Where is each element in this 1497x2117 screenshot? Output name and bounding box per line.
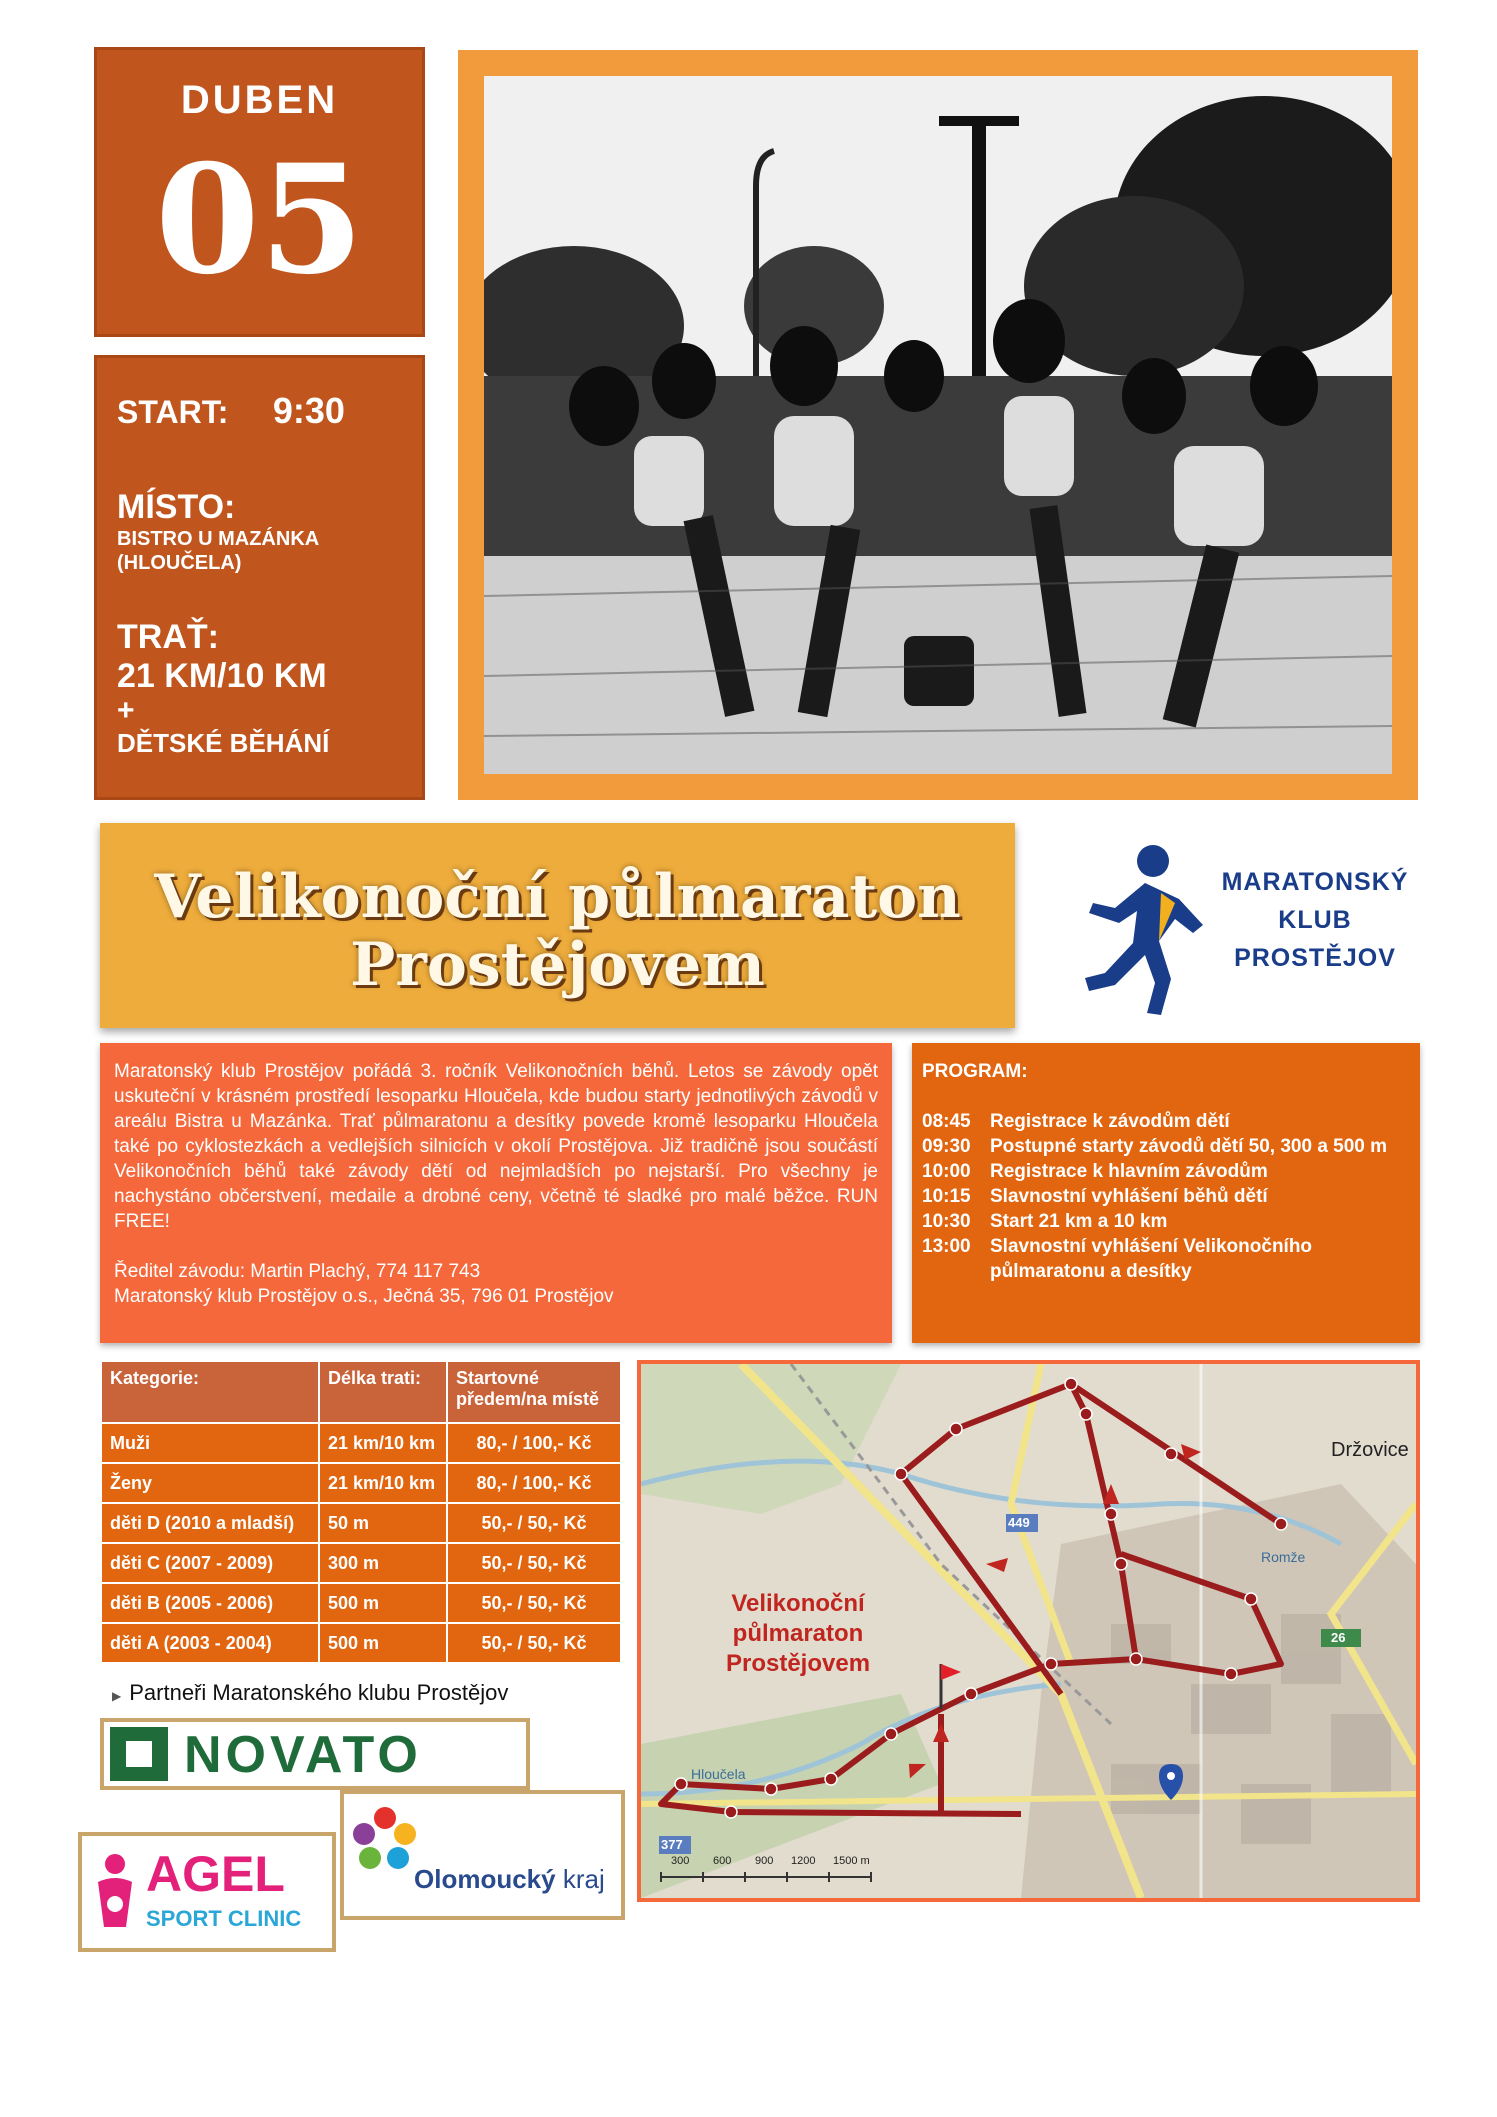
table-row <box>101 1583 621 1623</box>
table-cell: 21 km/10 km <box>319 1463 447 1503</box>
table-cell: 50,- / 50,- Kč <box>447 1503 621 1543</box>
track-plus: + <box>117 694 135 727</box>
program-text: Registrace k závodům dětí <box>990 1111 1230 1132</box>
map-scale-1500: 1500 m <box>833 1855 870 1867</box>
agel-text: AGEL <box>146 1846 285 1902</box>
triangle-right-icon: ▶ <box>112 1689 122 1703</box>
olomoucky-kraj-logo <box>340 1790 625 1920</box>
agel-figure-icon <box>90 1852 140 1932</box>
map-scale-600: 600 <box>713 1855 732 1867</box>
sport-clinic-text: SPORT CLINIC <box>146 1906 302 1931</box>
partners-label: ▶ Partneři Maratonského klubu Prostějov <box>112 1680 509 1705</box>
date-box <box>94 47 425 337</box>
table-row <box>101 1463 621 1503</box>
place-label: MÍSTO: <box>117 488 236 526</box>
map-road-449: 449 <box>1008 1515 1030 1530</box>
start-time: 9:30 <box>272 390 345 431</box>
runners-photo <box>484 76 1392 774</box>
table-cell: děti D (2010 a mladší) <box>101 1503 319 1543</box>
map-title-line2: Prostějovem <box>725 1650 871 1677</box>
map-road-377: 377 <box>661 1837 683 1852</box>
club-name-line2: KLUB <box>1278 906 1352 934</box>
table-cell: 300 m <box>319 1543 447 1583</box>
track-label: TRAŤ: <box>117 618 219 656</box>
program-time: 10:00 <box>922 1161 971 1182</box>
map-scale-300: 300 <box>671 1855 690 1867</box>
program-item <box>922 1159 1410 1184</box>
program-item <box>922 1184 1410 1209</box>
olomoucky-text: Olomoucký <box>414 1864 556 1894</box>
program-item <box>922 1109 1410 1134</box>
table-row <box>101 1503 621 1543</box>
table-row <box>101 1543 621 1583</box>
club-logo <box>1065 823 1420 1033</box>
map-scale-900: 900 <box>755 1855 774 1867</box>
table-cell: 500 m <box>319 1583 447 1623</box>
novato-square-icon <box>110 1727 168 1781</box>
table-cell: 50,- / 50,- Kč <box>447 1583 621 1623</box>
date-day: 05 <box>155 132 364 308</box>
program-text: Slavnostní vyhlášení Velikonočního půlmaratonu a desítky <box>990 1236 1313 1282</box>
event-title-line1: Velikonoční půlmaraton <box>154 862 961 932</box>
track-kids: DĚTSKÉ BĚHÁNÍ <box>117 728 330 758</box>
track-value: 21 KM/10 KM <box>117 657 327 695</box>
route-map <box>637 1360 1420 1902</box>
start-label: START: <box>117 394 229 430</box>
map-label-hloucela: Hloučela <box>691 1766 746 1782</box>
race-director: Ředitel závodu: Martin Plachý, 774 117 743 <box>114 1261 481 1282</box>
program-text: Start 21 km a 10 km <box>990 1211 1168 1232</box>
program-box <box>912 1043 1420 1343</box>
club-address: Maratonský klub Prostějov o.s., Ječná 35, 796 01 Prostějov <box>114 1286 614 1307</box>
place-line2: (HLOUČELA) <box>117 552 242 574</box>
table-cell: děti A (2003 - 2004) <box>101 1623 319 1663</box>
program-time: 09:30 <box>922 1136 971 1157</box>
categories-table <box>100 1360 622 1664</box>
program-time: 10:15 <box>922 1186 971 1207</box>
table-header-cell: Startovné předem/na místě <box>447 1361 621 1423</box>
map-label-drzovice: Držovice <box>1331 1439 1409 1461</box>
table-row <box>101 1623 621 1663</box>
table-header-cell: Délka trati: <box>319 1361 447 1423</box>
program-item <box>922 1234 1410 1284</box>
club-name-line3: PROSTĚJOV <box>1234 944 1396 972</box>
program-time: 10:30 <box>922 1211 971 1232</box>
table-cell: Ženy <box>101 1463 319 1503</box>
program-text: Postupné starty závodů dětí 50, 300 a 500 m <box>990 1136 1388 1157</box>
table-cell: 21 km/10 km <box>319 1423 447 1463</box>
event-info-box <box>94 355 425 800</box>
table-row <box>101 1423 621 1463</box>
event-title-line2: Prostějovem <box>350 930 765 1000</box>
map-road-26: 26 <box>1331 1630 1346 1645</box>
table-cell: 80,- / 100,- Kč <box>447 1423 621 1463</box>
table-cell: 500 m <box>319 1623 447 1663</box>
program-item <box>922 1134 1410 1159</box>
date-month: DUBEN <box>180 78 339 122</box>
program-time: 13:00 <box>922 1236 971 1257</box>
table-cell: děti B (2005 - 2006) <box>101 1583 319 1623</box>
kraj-text: kraj <box>562 1864 605 1894</box>
table-cell: děti C (2007 - 2009) <box>101 1543 319 1583</box>
club-name-line1: MARATONSKÝ <box>1221 868 1409 896</box>
program-item <box>922 1209 1410 1234</box>
flower-icon <box>350 1804 420 1874</box>
description-text: Maratonský klub Prostějov pořádá 3. ročník Velikonočních běhů. Letos se závody opět uskuteční v krásném prostředí lesoparku Hloučela, kde budou starty jednotlivých závodů v areálu Bistra u Mazánka. Trať půlmaratonu a desítky povede kromě lesoparku Hloučela také po cyklostezkách a vedlejších silnicích v okolí Prostějova. Již tradičně jsou součástí Velikonočních běhů také závody dětí od nejmladších po nejstarší. Pro všechny je nachystáno občerstvení, medaile a drobné ceny, včetně té sladké pro malé běžce. RUN FREE! <box>114 1061 878 1232</box>
map-title-line1: Velikonoční půlmaraton <box>731 1590 865 1647</box>
map-scale-1200: 1200 <box>791 1855 816 1867</box>
description-box <box>100 1043 892 1343</box>
runner-icon <box>1075 833 1215 1023</box>
place-line1: BISTRO U MAZÁNKA <box>117 528 320 550</box>
program-heading: PROGRAM: <box>922 1061 1028 1082</box>
program-time: 08:45 <box>922 1111 971 1132</box>
novato-logo <box>100 1718 530 1790</box>
table-header-row <box>101 1361 621 1423</box>
runners-sketch-illustration <box>484 76 1392 774</box>
agel-sport-clinic-logo <box>78 1832 336 1952</box>
runners-photo-frame <box>458 50 1418 800</box>
novato-logo-text: NOVATO <box>184 1726 422 1784</box>
program-text: Registrace k hlavním závodům <box>990 1161 1268 1182</box>
event-title-banner <box>100 823 1015 1028</box>
table-cell: 50 m <box>319 1503 447 1543</box>
table-cell: Muži <box>101 1423 319 1463</box>
table-cell: 80,- / 100,- Kč <box>447 1463 621 1503</box>
map-label-romze: Romže <box>1261 1549 1306 1565</box>
table-cell: 50,- / 50,- Kč <box>447 1543 621 1583</box>
program-text: Slavnostní vyhlášení běhů dětí <box>990 1186 1268 1207</box>
table-header-cell: Kategorie: <box>101 1361 319 1423</box>
table-cell: 50,- / 50,- Kč <box>447 1623 621 1663</box>
